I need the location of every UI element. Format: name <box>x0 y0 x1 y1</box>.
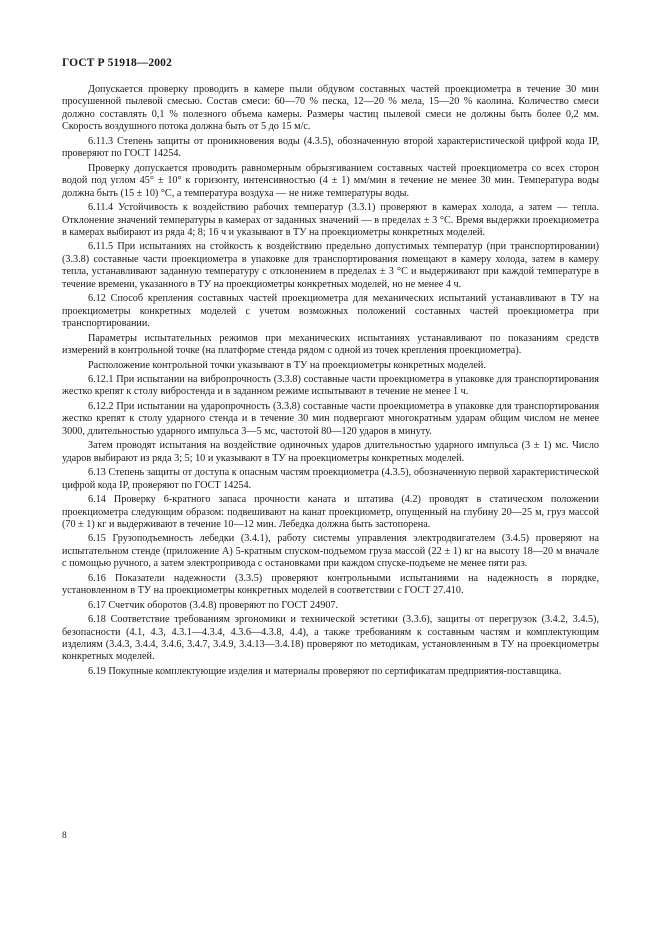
paragraph: 6.11.3 Степень защиты от проникновения воды (4.3.5), обозначенную второй характеристической цифрой кода IP, проверяют по ГОСТ 14254. <box>62 135 599 160</box>
paragraph: 6.12 Способ крепления составных частей проекциометра для механических испытаний устанавливают в ТУ на проекциометры конкретных моделей с учетом возможных положений составных частей проекциометра при транспортировании. <box>62 293 599 330</box>
paragraph: 6.19 Покупные комплектующие изделия и материалы проверяют по сертификатам предприятия-поставщика. <box>88 665 562 677</box>
paragraph: 6.12.1 При испытании на вибропрочность (3.3.8) составные части проекциометра в упаковке для транспортирования жестко крепят к столу вибростенда и в заданном режиме испытывают в течение не менее 1 ч. <box>62 373 599 398</box>
paragraph: Проверку допускается проводить равномерным обрызгиванием составных частей проекциометра со всех сторон водой под углом 45° ± 10° к горизонту, интенсивностью (4 ± 1) мм/мин в течение не менее 30 мин. Температура воды должна быть (15 ± 10) °C, а температура воздуха — не ниже температуры воды. <box>62 162 599 199</box>
paragraph: Расположение контрольной точки указывают в ТУ на проекциометры конкретных моделей. <box>88 359 486 371</box>
paragraph: 6.12.2 При испытании на ударопрочность (3.3.8) составные части проекциометра в упаковке для транспортирования жестко крепят к столу ударного стенда и в течение 30 мин подвергают многократным ударам общим числом не менее 3000, длительностью ударного импульса 3—5 мс, частотой 80—120 ударов в минуту. <box>62 400 599 437</box>
paragraph: Допускается проверку проводить в камере пыли обдувом составных частей проекциометра в течение 30 мин просушенной пылевой смесью. Состав смеси: 60—70 % песка, 12—20 % мела, 15—20 % каолина. Количество смеси должно составлять 0,1 % полезного объема камеры. Размеры частиц пылевой смеси не должны быть более 0,2 мм. Скорость воздушного потока должна быть от 5 до 15 м/с. <box>62 84 599 133</box>
paragraph: 6.15 Грузоподъемность лебедки (3.4.1), работу системы управления электродвигателем (3.4.5) проверяют на испытательном стенде (приложение А) 5-кратным спуском-подъемом груза массой (22 ± 1) кг на высоту 18—20 м вначале с помощью ручного, а затем электропривода с остановками при каждом спуске-подъеме не менее пяти раз. <box>62 533 599 570</box>
paragraph: 6.18 Соответствие требованиям эргономики и технической эстетики (3.3.6), защиты от перегрузок (3.4.2, 3.4.5), безопасности (4.1, 4.3, 4.3.1—4.3.4, 4.3.6—4.3.8, 4.4), а также требованиям к составным частям и комплектующим изделиям (3.4.3, 3.4.4, 3.4.6, 3.4.7, 3.4.9, 3.4.13—3.4.18) проверяют по методикам, установленным в ТУ на проекциометры конкретных моделей. <box>62 614 599 663</box>
document-header: ГОСТ Р 51918—2002 <box>62 57 172 69</box>
paragraph: 6.16 Показатели надежности (3.3.5) проверяют контрольными испытаниями на надежность в порядке, установленном в ТУ на проекциометры конкретных моделей в соответствии с ГОСТ 27.410. <box>62 572 599 597</box>
document-body <box>62 84 599 680</box>
paragraph: 6.13 Степень защиты от доступа к опасным частям проекциометра (4.3.5), обозначенную первой характеристической цифрой кода IP, проверяют по ГОСТ 14254. <box>62 467 599 491</box>
paragraph: 6.14 Проверку 6-кратного запаса прочности каната и штатива (4.2) проводят в статическом положении проекциометра следующим образом: подвешивают на канат проекциометр, опущенный на глубину 20—25 м, груз массой (70 ± 1) кг и выдерживают в течение 10—12 мин. Лебедка должна быть застопорена. <box>62 494 599 530</box>
paragraph: 6.11.5 При испытаниях на стойкость к воздействию предельно допустимых температур (при транспортировании) (3.3.8) составные части проекциометра в упаковке для транспортирования помещают в камеру холода, затем в камеру тепла, устанавливают заданную температуру с отклонением в пределах ± 3 °C и выдерживают при каждой температуре в течение времени, указанного в ТУ на проекциометры конкретных моделей, но не менее 4 ч. <box>62 241 599 290</box>
paragraph: 6.11.4 Устойчивость к воздействию рабочих температур (3.3.1) проверяют в камерах холода, а затем — тепла. Отклонение значений температуры в камерах от заданных значений — в пределах ± 3 °C. Время выдержки проекциометра в камерах выбирают из ряда 4; 8; 16 ч и указывают в ТУ на проекциометры конкретных моделей. <box>62 202 599 238</box>
paragraph: Параметры испытательных режимов при механических испытаниях устанавливают по показаниям средств измерений в контрольной точке (на платформе стенда рядом с одной из точек крепления проекциометра). <box>62 332 599 357</box>
paragraph: Затем проводят испытания на воздействие одиночных ударов длительностью ударного импульса (3 ± 1) мс. Число ударов выбирают из ряда 3; 5; 10 и указывают в ТУ на проекциометры конкретных моделей. <box>62 440 599 464</box>
paragraph: 6.17 Счетчик оборотов (3.4.8) проверяют по ГОСТ 24907. <box>88 599 339 611</box>
page-number: 8 <box>62 831 67 841</box>
